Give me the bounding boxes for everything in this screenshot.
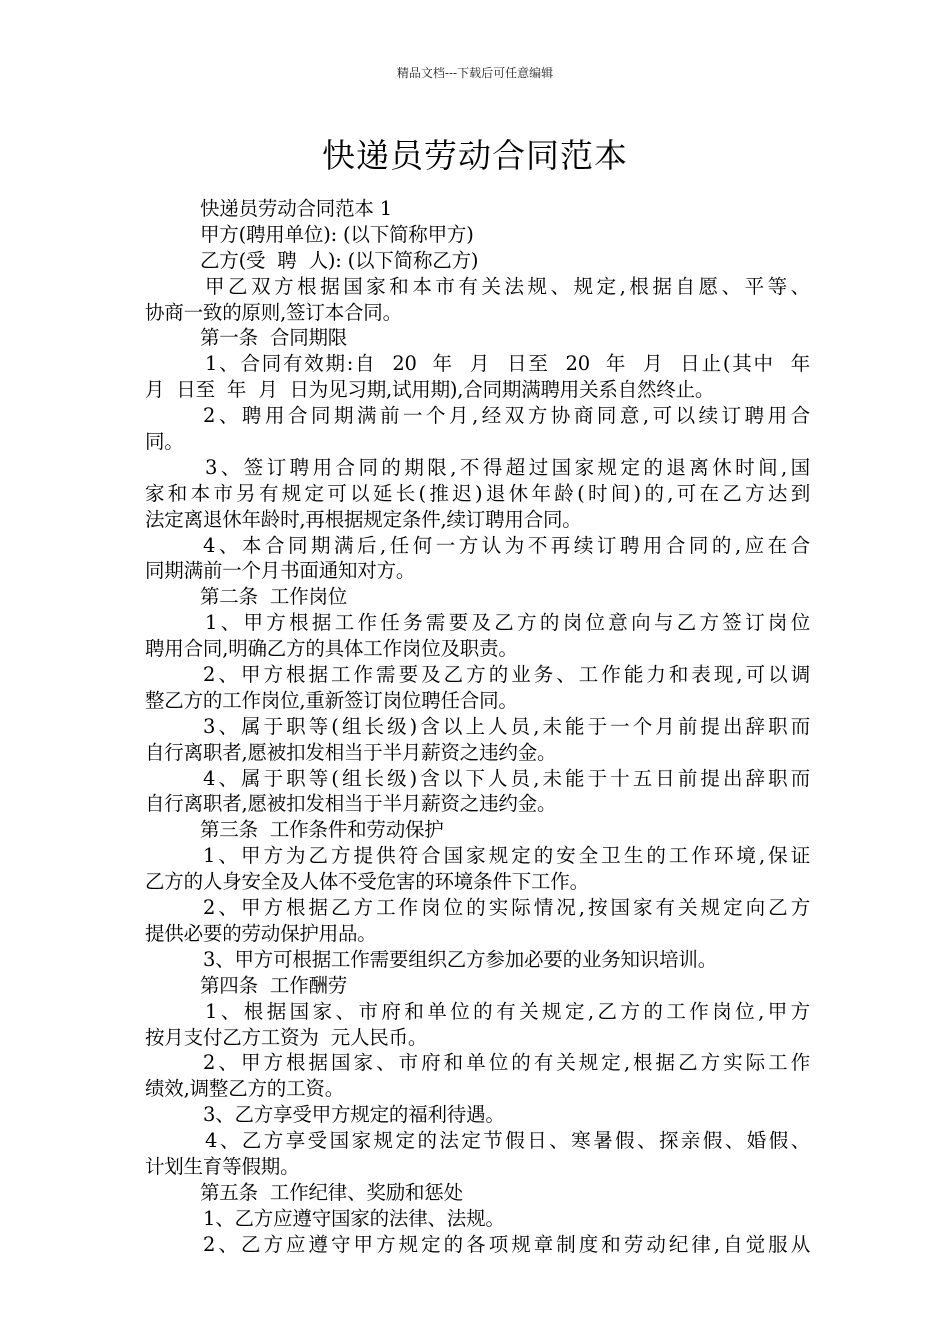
text-line: 乙方(受 聘 人): (以下简称乙方) bbox=[200, 248, 479, 272]
text-line: 第四条 工作酬劳 bbox=[200, 973, 348, 997]
text-line: 家和本市另有规定可以延长(推迟)退休年龄(时间)的,可在乙方达到 bbox=[145, 481, 810, 505]
document-title: 快递员劳动合同范本 bbox=[322, 136, 628, 175]
text-line: 2、聘用合同期满前一个月,经双方协商同意,可以续订聘用合 bbox=[203, 404, 810, 428]
text-line: 聘用合同,明确乙方的具体工作岗位及职责。 bbox=[145, 637, 518, 661]
text-line: 法定离退休年龄时,再根据规定条件,续订聘用合同。 bbox=[145, 507, 582, 531]
text-line: 乙方的人身安全及人体不受危害的环境条件下工作。 bbox=[145, 870, 589, 894]
text-line: 同期满前一个月书面通知对方。 bbox=[145, 559, 416, 583]
text-line: 甲乙双方根据国家和本市有关法规、规定,根据自愿、平等、 bbox=[205, 274, 810, 298]
text-line: 4、属于职等(组长级)含以下人员,未能于十五日前提出辞职而 bbox=[203, 766, 810, 790]
text-line: 3、乙方享受甲方规定的福利待遇。 bbox=[203, 1103, 505, 1127]
text-line: 1、甲方为乙方提供符合国家规定的安全卫生的工作环境,保证 bbox=[203, 844, 810, 868]
text-line: 1、根据国家、市府和单位的有关规定,乙方的工作岗位,甲方 bbox=[205, 999, 810, 1023]
text-line: 协商一致的原则,签订本合同。 bbox=[145, 300, 402, 324]
text-line: 3、签订聘用合同的期限,不得超过国家规定的退离休时间,国 bbox=[205, 455, 810, 479]
text-line: 1、合同有效期:自 20 年 月 日至 20 年 月 日止(其中 年 bbox=[205, 352, 810, 376]
text-line: 2、乙方应遵守甲方规定的各项规章制度和劳动纪律,自觉服从 bbox=[203, 1232, 810, 1256]
text-line: 月 日至 年 月 日为见习期,试用期),合同期满聘用关系自然终止。 bbox=[145, 378, 715, 402]
text-line: 自行离职者,愿被扣发相当于半月薪资之违约金。 bbox=[145, 740, 557, 764]
text-line: 第三条 工作条件和劳动保护 bbox=[200, 818, 444, 842]
text-line: 甲方(聘用单位): (以下简称甲方) bbox=[200, 222, 474, 246]
text-line: 绩效,调整乙方的工资。 bbox=[145, 1077, 344, 1101]
text-line: 同。 bbox=[145, 430, 184, 454]
page-header: 精品文档---下载后可任意编辑 bbox=[396, 66, 554, 80]
text-line: 快递员劳动合同范本 1 bbox=[200, 197, 392, 220]
text-line: 提供必要的劳动保护用品。 bbox=[145, 921, 377, 945]
text-line: 4、乙方享受国家规定的法定节假日、寒暑假、探亲假、婚假、 bbox=[205, 1129, 810, 1153]
text-line: 2、甲方根据国家、市府和单位的有关规定,根据乙方实际工作 bbox=[203, 1051, 810, 1075]
text-line: 3、属于职等(组长级)含以上人员,未能于一个月前提出辞职而 bbox=[203, 714, 810, 738]
text-line: 2、甲方根据工作需要及乙方的业务、工作能力和表现,可以调 bbox=[203, 663, 810, 687]
text-line: 1、甲方根据工作任务需要及乙方的岗位意向与乙方签订岗位 bbox=[205, 611, 810, 635]
document-body bbox=[145, 196, 810, 1258]
text-line: 第五条 工作纪律、奖励和惩处 bbox=[200, 1180, 463, 1204]
text-line: 3、甲方可根据工作需要组织乙方参加必要的业务知识培训。 bbox=[203, 947, 718, 971]
text-line: 自行离职者,愿被扣发相当于半月薪资之违约金。 bbox=[145, 792, 557, 816]
text-line: 整乙方的工作岗位,重新签订岗位聘任合同。 bbox=[145, 688, 518, 712]
text-line: 第一条 合同期限 bbox=[200, 326, 348, 350]
text-line: 4、本合同期满后,任何一方认为不再续订聘用合同的,应在合 bbox=[203, 533, 810, 557]
text-line: 按月支付乙方工资为 元人民币。 bbox=[145, 1025, 428, 1049]
text-line: 2、甲方根据乙方工作岗位的实际情况,按国家有关规定向乙方 bbox=[203, 896, 810, 920]
text-line: 计划生育等假期。 bbox=[145, 1154, 300, 1178]
text-line: 第二条 工作岗位 bbox=[200, 585, 348, 609]
text-line: 1、乙方应遵守国家的法律、法规。 bbox=[203, 1206, 505, 1230]
